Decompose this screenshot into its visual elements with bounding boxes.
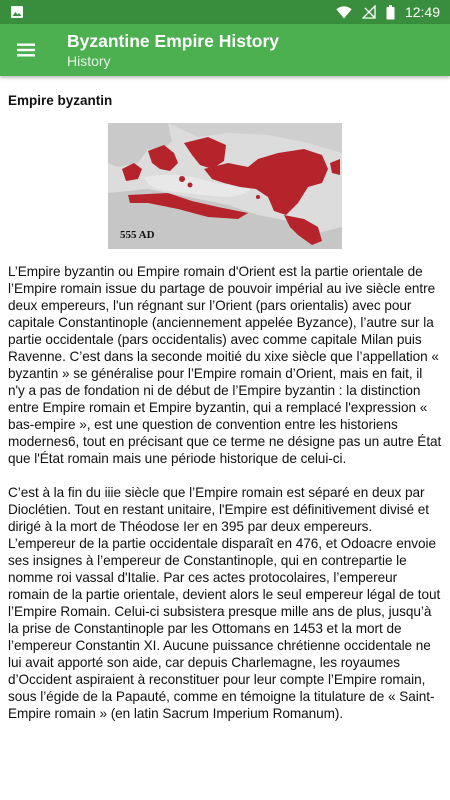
article-paragraph: C’est à la fin du iiie siècle que l’Empire romain est séparé en deux par Dioclétien. Tout en restant unitaire, l'Empire est définitivement divisé et dirigé à la mort de Théodose Ier en 395 par deux empereurs. L’empereur de la partie occidentale disparaît en 476, et Odoacre envoie ses insignes à l’empereur de Constantinople, qui en contrepartie le nomme roi vassal d'Italie. Par ces actes protocolaires, l’empereur romain de la partie orientale, devient alors le seul empereur légal de tout l’Empire Romain. Celui-ci subsistera presque mille ans de plus, jusqu’à la prise de Constantinople par les Ottomans en 1453 et la mort de l’empereur Constantin XI. Aucune puissance chrétienne occidentale ne lui avait apporté son aide, car depuis Charlemagne, les royaumes d’Occident aspiraient à reconstituer pour leur compte l’Empire romain, sous l’égide de la Papauté, comme en témoigne la titulature de « Saint-Empire romain » (en latin Sacrum Imperium Romanum).: [8, 485, 441, 721]
status-time: 12:49: [404, 4, 440, 20]
wifi-icon: [336, 6, 352, 19]
app-bar: [0, 24, 450, 76]
app-subtitle: History: [67, 53, 111, 69]
signal-off-icon: [362, 5, 376, 19]
app-bar-titles: [67, 30, 279, 70]
app-title: Byzantine Empire History: [67, 31, 279, 51]
article-content[interactable]: [0, 76, 450, 800]
image-icon: [10, 5, 24, 19]
map-caption: 555 AD: [120, 229, 155, 241]
byzantine-empire-map-image: [108, 123, 342, 249]
battery-icon: [386, 5, 395, 20]
hamburger-menu-icon[interactable]: [0, 24, 52, 76]
status-bar: [0, 0, 450, 24]
article-paragraph: L’Empire byzantin ou Empire romain d'Orient est la partie orientale de l’Empire romain issue du partage de pouvoir impérial au ive siècle entre deux empereurs, l'un régnant sur l’Orient (pars orientalis) avec pour capitale Constantinople (anciennement appelée Byzance), l’autre sur la partie occidentale (pars occidentalis) avec comme capitale Milan puis Ravenne. C’est dans la seconde moitié du xixe siècle que l’appellation « byzantin » se généralise pour l’Empire romain d’Orient, mais en fait, il n'y a pas de fondation ni de début de l’Empire byzantin : la distinction entre Empire romain et Empire byzantin, qui a remplacé l'expression « bas-empire », est une question de convention entre les historiens modernes6, tout en précisant que ce terme ne désigne pas un autre État que l'État romain mais une période historique de celui-ci.: [8, 264, 442, 466]
article-heading: Empire byzantin: [8, 93, 113, 108]
